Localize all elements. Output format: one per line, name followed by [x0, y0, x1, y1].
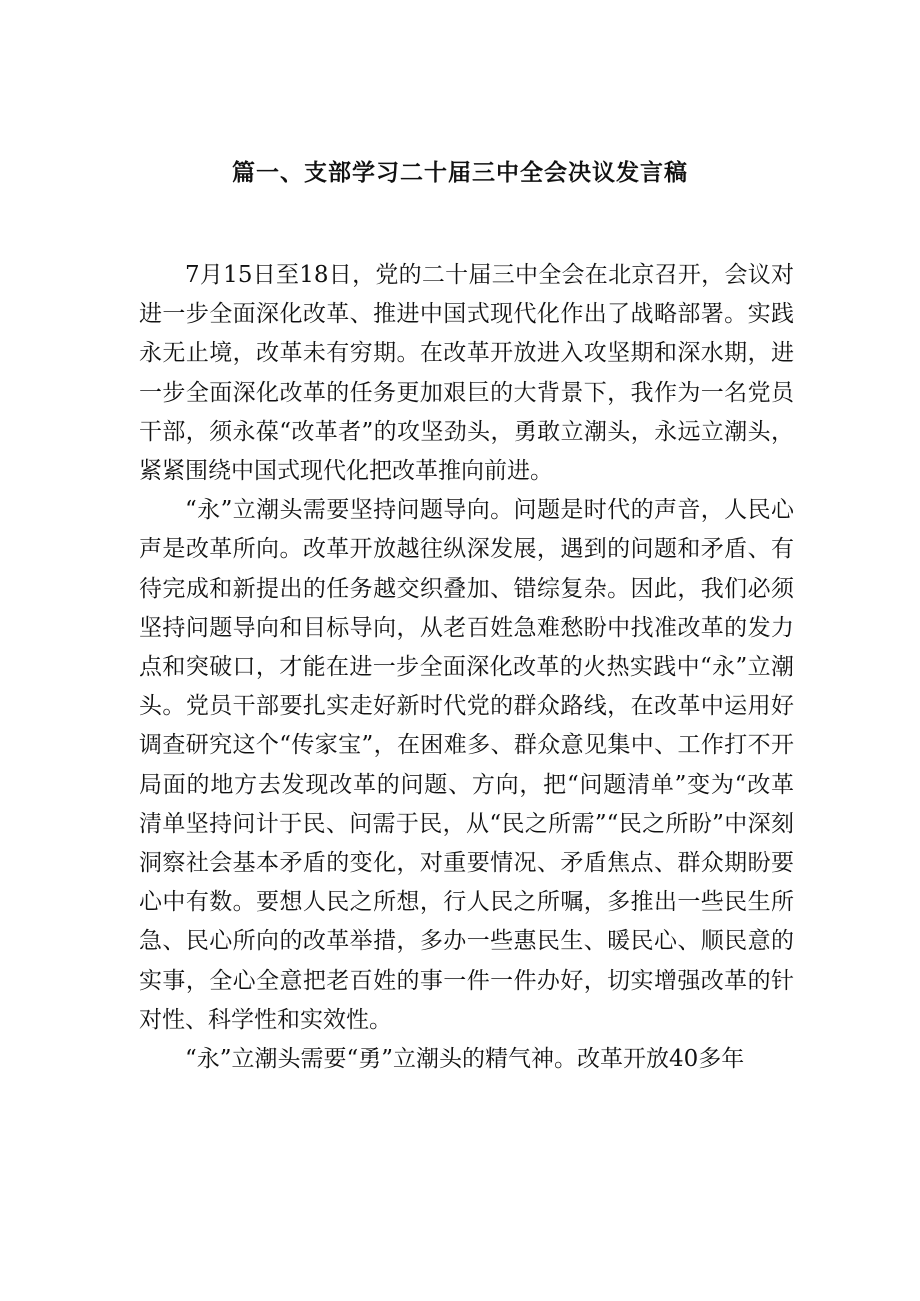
paragraph-2: “永”立潮头需要坚持问题导向。问题是时代的声音，人民心声是改革所向。改革开放越往纵深发展，遇到的问题和矛盾、有待完成和新提出的任务越交织叠加、错综复杂。因此，我们必须坚持问题导向和目标导向，从老百姓急难愁盼中找准改革的发力点和突破口，才能在进一步全面深化改革的火热实践中“永”立潮头。党员干部要扎实走好新时代党的群众路线，在改革中运用好调查研究这个“传家宝”，在困难多、群众意见集中、工作打不开局面的地方去发现改革的问题、方向，把“问题清单”变为“改革清单坚持问计于民、问需于民，从“民之所需”“民之所盼”中深刻洞察社会基本矛盾的变化，对重要情况、矛盾焦点、群众期盼要心中有数。要想人民之所想，行人民之所嘱，多推出一些民生所急、民心所向的改革举措，多办一些惠民生、暖民心、顺民意的实事，全心全意把老百姓的事一件一件办好，切实增强改革的针对性、科学性和实效性。	[139, 497, 794, 1033]
document-body	[139, 256, 794, 1079]
paragraph-1: 7月15日至18日，党的二十届三中全会在北京召开，会议对进一步全面深化改革、推进中国式现代化作出了战略部署。实践永无止境，改革未有穷期。在改革开放进入攻坚期和深水期，进一步全面深化改革的任务更加艰巨的大背景下，我作为一名党员干部，须永葆“改革者”的攻坚劲头，勇敢立潮头，永远立潮头，紧紧围绕中国式现代化把改革推向前进。	[139, 262, 794, 485]
paragraph-3: “永”立潮头需要“勇”立潮头的精气神。改革开放40多年	[185, 1046, 745, 1073]
document-title: 篇一、支部学习二十届三中全会决议发言稿	[232, 160, 688, 186]
